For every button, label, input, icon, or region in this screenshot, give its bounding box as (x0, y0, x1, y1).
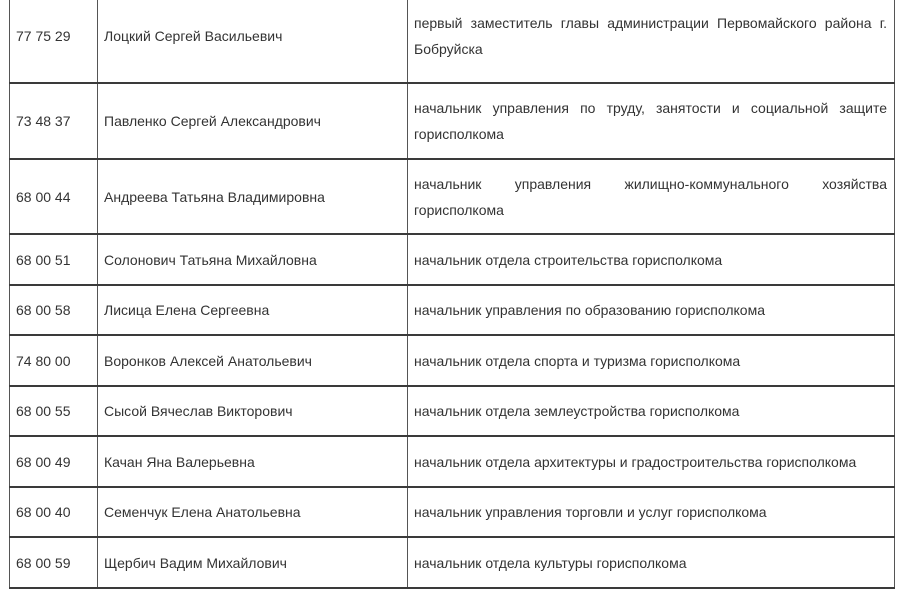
position-cell: начальник отдела спорта и туризма горисполкома (408, 335, 895, 386)
position-cell: начальник управления по труду, занятости и социальной защите горисполкома (408, 83, 895, 159)
table-row (10, 285, 895, 335)
position-cell: начальник управления жилищно-коммунального хозяйства горисполкома (408, 159, 895, 234)
name-cell: Лисица Елена Сергеевна (98, 285, 408, 335)
phone-cell: 68 00 55 (10, 386, 98, 436)
table-row (10, 83, 895, 159)
position-cell: начальник управления торговли и услуг горисполкома (408, 487, 895, 537)
table-row (10, 0, 895, 83)
table-row (10, 159, 895, 234)
name-cell: Павленко Сергей Александрович (98, 83, 408, 159)
name-cell: Солонович Татьяна Михайловна (98, 234, 408, 285)
phone-cell: 68 00 44 (10, 159, 98, 234)
phone-cell: 68 00 49 (10, 436, 98, 487)
phone-cell: 77 75 29 (10, 0, 98, 83)
table-row (10, 234, 895, 285)
phone-cell: 68 00 40 (10, 487, 98, 537)
name-cell: Сысой Вячеслав Викторович (98, 386, 408, 436)
table-row (10, 537, 895, 588)
table-row (10, 487, 895, 537)
position-cell: начальник отдела культуры горисполкома (408, 537, 895, 588)
name-cell: Воронков Алексей Анатольевич (98, 335, 408, 386)
position-cell: начальник управления по образованию горисполкома (408, 285, 895, 335)
phone-cell: 74 80 00 (10, 335, 98, 386)
position-cell: начальник отдела землеустройства горисполкома (408, 386, 895, 436)
phone-cell: 68 00 59 (10, 537, 98, 588)
name-cell: Щербич Вадим Михайлович (98, 537, 408, 588)
name-cell: Качан Яна Валерьевна (98, 436, 408, 487)
contacts-table-body (10, 0, 895, 588)
table-row (10, 335, 895, 386)
contacts-table (9, 0, 895, 589)
position-cell: первый заместитель главы администрации Первомайского района г. Бобруйска (408, 0, 895, 83)
phone-cell: 68 00 58 (10, 285, 98, 335)
name-cell: Лоцкий Сергей Васильевич (98, 0, 408, 83)
position-cell: начальник отдела строительства горисполкома (408, 234, 895, 285)
phone-cell: 68 00 51 (10, 234, 98, 285)
table-row (10, 436, 895, 487)
name-cell: Семенчук Елена Анатольевна (98, 487, 408, 537)
table-row (10, 386, 895, 436)
phone-cell: 73 48 37 (10, 83, 98, 159)
position-cell: начальник отдела архитектуры и градостроительства горисполкома (408, 436, 895, 487)
name-cell: Андреева Татьяна Владимировна (98, 159, 408, 234)
